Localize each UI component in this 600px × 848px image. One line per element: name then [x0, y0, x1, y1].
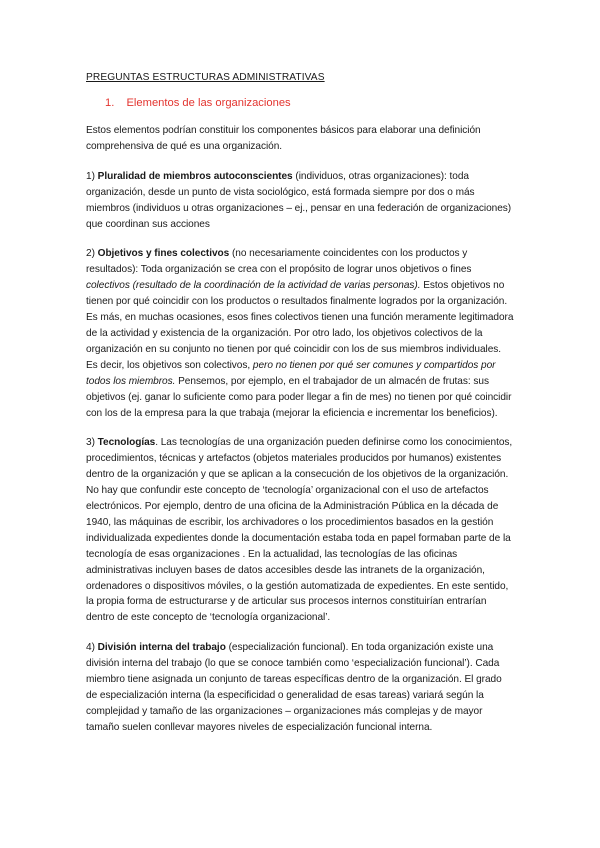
item-paragraph-4: [86, 640, 514, 735]
item-3-number: 3): [86, 437, 98, 449]
item-4-number: 4): [86, 642, 98, 654]
section-number: 1.: [105, 97, 115, 109]
item-2-text-a: (no necesariamente coincidentes con los productos y resultados): Toda organización se crea con el propósito de lograr unos objetivos o fines: [86, 248, 472, 276]
item-2-text-c: Pensemos, por ejemplo, en el trabajador de un almacén de frutas: sus objetivos (ej. ganar lo suficiente como para poder llegar a fin de mes) no tienen por qué coincidir con los de la empresa para la que trabaja (mejorar la eficiencia e incrementar los beneficios).: [86, 375, 512, 419]
item-2-number: 2): [86, 248, 98, 260]
item-2-italic-b: pero no tienen por qué ser comunes y compartidos por todos los miembros.: [86, 359, 496, 387]
document-title: PREGUNTAS ESTRUCTURAS ADMINISTRATIVAS: [86, 72, 325, 83]
item-1-number: 1): [86, 170, 98, 182]
item-4-term: División interna del trabajo: [97, 642, 226, 654]
item-3-term: Tecnologías: [97, 437, 156, 449]
item-1-term: Pluralidad de miembros autoconscientes: [97, 170, 293, 182]
intro-paragraph: Estos elementos podrían constituir los componentes básicos para elaborar una definición comprehensiva de qué es una organización.: [86, 125, 481, 152]
item-1-text: (individuos, otras organizaciones): toda organización, desde un punto de vista sociológico, está formada siempre por dos o más miembros (individuos u otras organizaciones – ej., pensar en una federación de organizaciones) que coordinan sus acciones: [86, 170, 512, 230]
section-heading: [86, 97, 514, 109]
item-2-italic-a: colectivos (resultado de la coordinación de la actividad de varias personas).: [86, 280, 421, 292]
item-3-text: . Las tecnologías de una organización pueden definirse como los conocimientos, procedimientos, técnicas y artefactos (objetos materiales producidos por humanos) existentes dentro de la organización y que se aplican a la consecución de los objetivos de la organización. No hay que confundir este concepto de ‘tecnología’ organizacional con el uso de artefactos electrónicos. Por ejemplo, dentro de una oficina de la Administración Pública en la década de 1940, las máquinas de escribir, los archivadores o los procedimientos basados en la gestión individualizada expedientes donde la documentación estaba toda en papel formaban parte de la tecnología de esas organizaciones . En la actualidad, las tecnologías de las oficinas administrativas incluyen bases de datos accesibles desde las intranets de la organización, ordenadores o dispositivos móviles, o la gestión automatizada de expedientes. En este sentido, la propia forma de estructurarse y de articular sus procesos internos constituirían entrarían dentro de este concepto de ‘tecnología organizacional’.: [86, 437, 513, 624]
section-title: Elementos de las organizaciones: [126, 97, 291, 109]
item-4-text: (especialización funcional). En toda organización existe una división interna del trabajo (lo que se conoce también como ‘especialización funcional’). Cada miembro tiene asignada un conjunto de tareas específicas dentro de la organización. El grado de especialización interna (la especificidad o generalidad de esas tareas) variará según la complejidad y tamaño de las organizaciones – organizaciones más complejas y de mayor tamaño suelen conllevar mayores niveles de especialización funcional interna.: [86, 642, 502, 733]
item-paragraph-1: [86, 169, 514, 233]
item-2-term: Objetivos y fines colectivos: [97, 248, 230, 260]
item-paragraph-3: [86, 435, 514, 626]
item-paragraph-2: [86, 246, 514, 421]
item-2-text-b: Estos objetivos no tienen por qué coincidir con los productos o resultados finalmente logrados por la organización. Es más, en muchas ocasiones, esos fines colectivos tienen una función meramente legitimadora de la actividad y existencia de la organización. Por otro lado, los objetivos colectivos de la organización en su conjunto no tienen por qué coincidir con los de sus miembros individuales. Es decir, los objetivos son colectivos,: [86, 280, 514, 371]
